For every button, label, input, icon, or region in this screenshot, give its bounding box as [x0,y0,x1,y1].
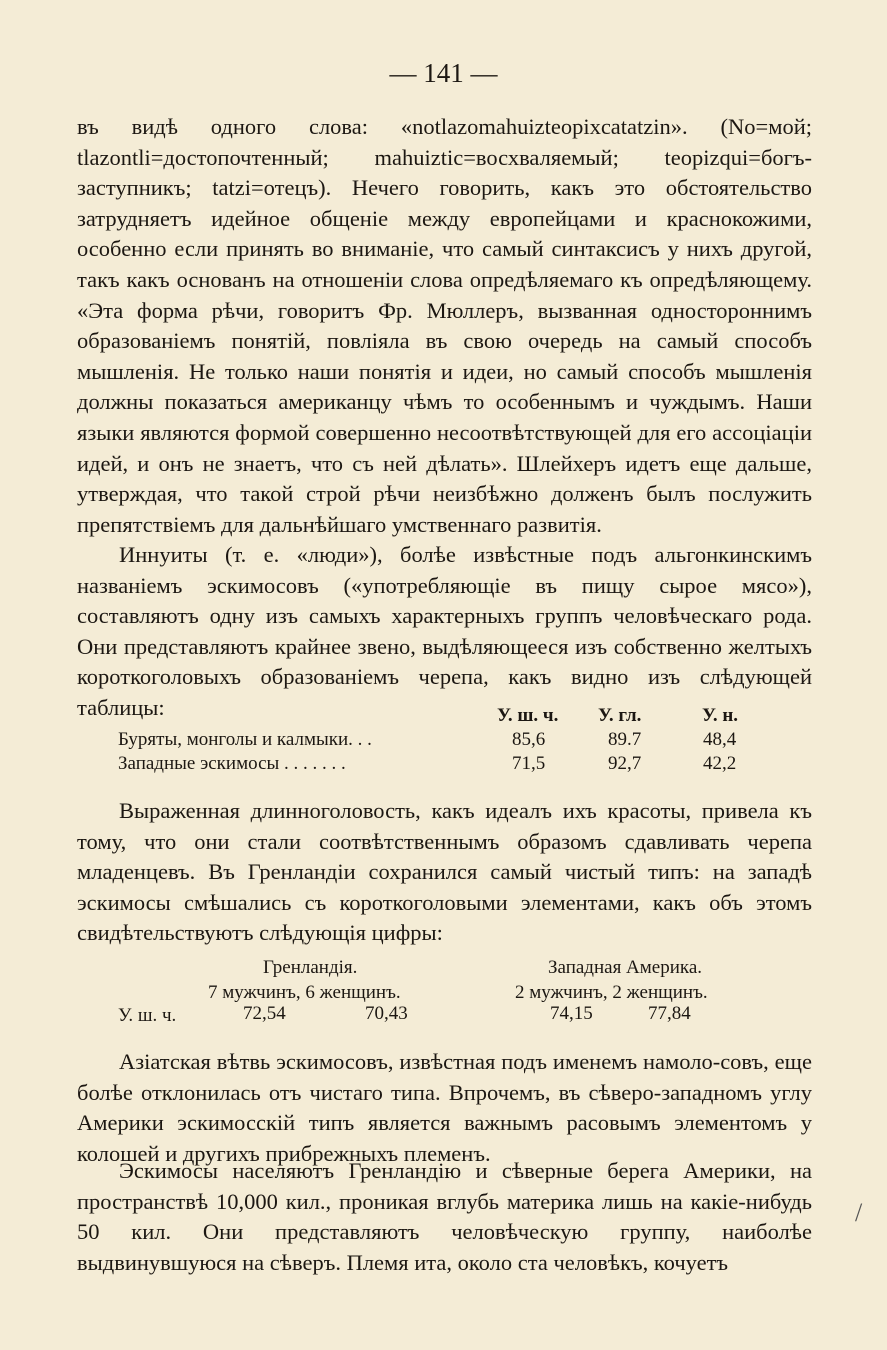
table-1-header-3: У. н. [702,705,739,726]
table-1-header-2: У. гл. [598,705,642,726]
table-2-group-2-title: Западная Америка. [548,957,703,978]
paragraph-4-text: Азіатская вѣтвь эскимосовъ, извѣстная подъ именемъ намоло-совъ, еще болѣе отклонилась отъ чистаго типа. Впрочемъ, въ сѣверо-западномъ углу Америки эскимосскій типъ является важнымъ расовымъ элементомъ у колошей и другихъ прибрежныхъ племенъ. [77,1049,812,1166]
paragraph-3 [77,796,812,949]
table-1-row-2-label: Западные эскимосы . . . . . . . [118,753,346,774]
table-1-row-2-value-2: 92,7 [608,753,642,774]
table-2-group-1-subtitle: 7 мужчинъ, 6 женщинъ. [208,982,401,1003]
table-2-group-1-title: Гренландія. [263,957,358,978]
paragraph-4 [77,1047,812,1169]
paragraph-3-text: Выраженная длинноголовость, какъ идеалъ ихъ красоты, привела къ тому, что они стали соотвѣтственнымъ образомъ сдавливать черепа младенцевъ. Въ Гренландіи сохранился самый чистый типъ: на западѣ эскимосы смѣшались съ короткоголовыми элементами, какъ объ этомъ свидѣтельствуютъ слѣдующія цифры: [77,798,812,946]
page-number: — 141 — [389,58,498,88]
table-1-row-1-value-1: 85,6 [512,729,546,750]
table-2-value-4: 77,84 [648,1003,691,1024]
table-1-header-1: У. ш. ч. [497,705,559,726]
table-1-row-2-value-3: 42,2 [703,753,737,774]
table-2-value-2: 70,43 [365,1003,408,1024]
paragraph-5-text: Эскимосы населяютъ Гренландію и сѣверные берега Америки, на пространствѣ 10,000 кил., проникая вглубь материка лишь на какіе-нибудь 50 кил. Они представляютъ человѣческую группу, наиболѣе выдвинувшуюся на сѣверъ. Племя ита, около ста человѣкъ, кочуетъ [77,1158,812,1275]
table-2-group-2-subtitle: 2 мужчинъ, 2 женщинъ. [515,982,708,1003]
paragraph-1 [77,112,812,540]
margin-pencil-mark: / [855,1198,863,1227]
table-2-value-3: 74,15 [550,1003,593,1024]
paragraph-2 [77,540,812,724]
paragraph-2-text: Иннуиты (т. е. «люди»), болѣе извѣстные подъ альгонкинскимъ названіемъ эскимосовъ («употребляющіе въ пищу сырое мясо»), составляютъ одну изъ самыхъ характерныхъ группъ человѣческаго рода. Они представляютъ крайнее звено, выдѣляющееся изъ собственно желтыхъ короткоголовыхъ образованіемъ черепа, какъ видно изъ слѣдующей таблицы: [77,542,812,720]
table-1-row-1-label: Буряты, монголы и калмыки. . . [118,729,372,750]
table-1-row-1-value-2: 89.7 [608,729,642,750]
paragraph-5 [77,1156,812,1278]
paragraph-1-text: въ видѣ одного слова: «notlazomahuizteopixcatatzin». (No=мой; tlazontli=достопочтенный; mahuiztic=восхваляемый; teopizqui=богъ-заступникъ; tatzi=отецъ). Нечего говорить, какъ это обстоятельство затрудняетъ идейное общеніе между европейцами и краснокожими, особенно если принять во вниманіе, что самый синтаксисъ у нихъ другой, такъ какъ основанъ на отношеніи слова опредѣляемаго къ опредѣляющему. «Эта форма рѣчи, говоритъ Фр. Мюллеръ, вызванная одностороннимъ образованіемъ понятій, повліяла въ свою очередь на самый способъ мышленія. Не только наши понятія и идеи, но самый способъ мышленія должны показаться американцу чѣмъ то особеннымъ и чуждымъ. Наши языки являются формой совершенно несоотвѣтствующей для его ассоціаціи идей, и онъ не знаетъ, что съ ней дѣлать». Шлейхеръ идетъ еще дальше, утверждая, что такой строй рѣчи неизбѣжно долженъ былъ послужить препятствіемъ для дальнѣйшаго умственнаго развитія. [77,114,812,537]
table-1-row-1-value-3: 48,4 [703,729,737,750]
table-2-value-1: 72,54 [243,1003,286,1024]
table-1-row-2-value-1: 71,5 [512,753,546,774]
table-2-row-label: У. ш. ч. [118,1005,177,1026]
